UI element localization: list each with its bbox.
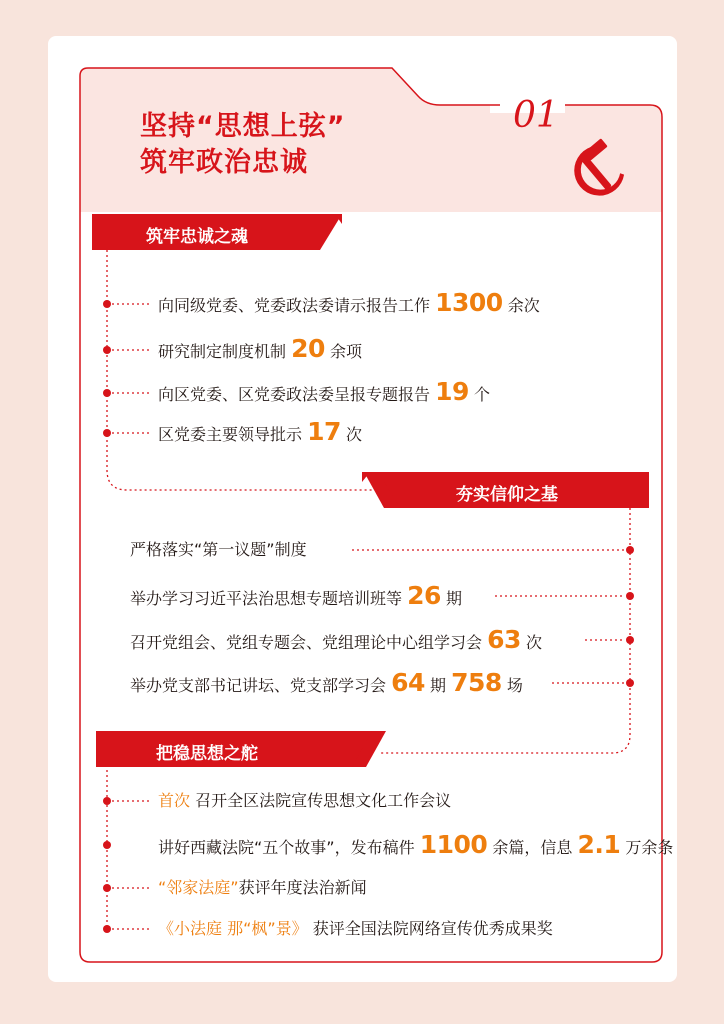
section1-item-2: 研究制定制度机制 20 余项	[158, 334, 363, 363]
section2-item-1: 严格落实“第一议题”制度	[130, 540, 307, 559]
section3-item-3: “邻家法庭”获评年度法治新闻	[158, 878, 367, 897]
section2-item-3: 召开党组会、党组专题会、党组理论中心组学习会 63 次	[130, 625, 543, 654]
section1-item-3: 向区党委、区党委政法委呈报专题报告 19 个	[158, 377, 491, 406]
section3-item-2: 讲好西藏法院“五个故事”，发布稿件 1100 余篇，信息 2.1 万余条	[158, 830, 674, 859]
page-title-line2: 筑牢政治忠诚	[140, 147, 308, 178]
hammer-sickle-icon	[566, 135, 632, 201]
section2-title: 夯实信仰之基	[456, 485, 558, 505]
section1-item-1: 向同级党委、党委政法委请示报告工作 1300 余次	[158, 288, 540, 317]
section1-item-4: 区党委主要领导批示 17 次	[158, 417, 363, 446]
section2-item-4: 举办党支部书记讲坛、党支部学习会 64 期 758 场	[130, 668, 523, 697]
section3-item-1: 首次 召开全区法院宣传思想文化工作会议	[158, 791, 452, 810]
section-number: 01	[513, 95, 559, 136]
page-title-line1: 坚持“思想上弦”	[140, 111, 346, 142]
section1-title: 筑牢忠诚之魂	[146, 227, 248, 247]
section2-item-2: 举办学习习近平法治思想专题培训班等 26 期	[130, 581, 463, 610]
section3-item-4: 《小法庭 那“枫”景》 获评全国法院网络宣传优秀成果奖	[158, 919, 553, 938]
section3-title: 把稳思想之舵	[156, 744, 258, 764]
